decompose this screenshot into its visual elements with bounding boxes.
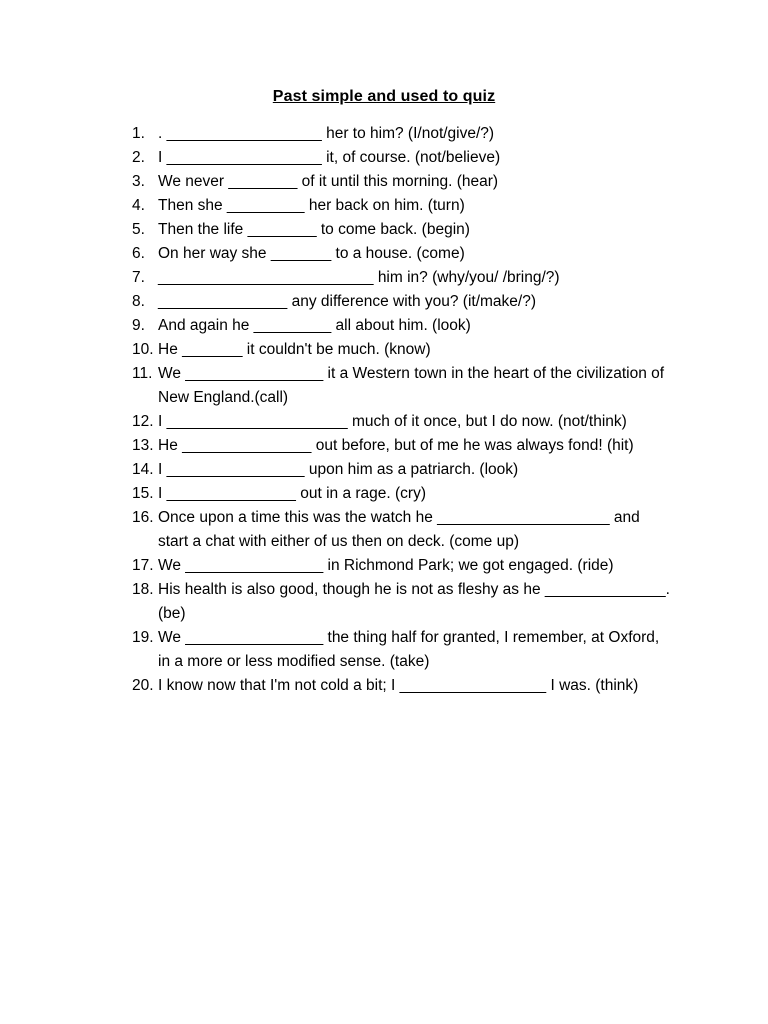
question-text: He _______________ out before, but of me he was always fond! (hit) xyxy=(158,437,634,454)
question-number: 8. xyxy=(132,293,145,310)
question-number: 17. xyxy=(132,557,154,574)
question-text: _________________________ him in? (why/you/ /bring/?) xyxy=(158,269,560,286)
question-number: 14. xyxy=(132,461,154,478)
question-number: 12. xyxy=(132,413,154,430)
question-text: We ________________ in Richmond Park; we got engaged. (ride) xyxy=(158,557,614,574)
question-number: 1. xyxy=(132,125,145,142)
question-text: I know now that I'm not cold a bit; I _________________ I was. (think) xyxy=(158,677,639,694)
question-number: 4. xyxy=(132,197,145,214)
question-number: 13. xyxy=(132,437,154,454)
question-text: And again he _________ all about him. (look) xyxy=(158,317,471,334)
question-item xyxy=(132,458,672,482)
question-item xyxy=(132,578,672,626)
question-item xyxy=(132,146,672,170)
question-item xyxy=(132,434,672,458)
question-number: 15. xyxy=(132,485,154,502)
question-text: Then she _________ her back on him. (turn) xyxy=(158,197,465,214)
page-title: Past simple and used to quiz xyxy=(272,88,496,105)
question-number: 7. xyxy=(132,269,145,286)
question-text: I ________________ upon him as a patriarch. (look) xyxy=(158,461,519,478)
question-item xyxy=(132,626,672,674)
question-item xyxy=(132,242,672,266)
question-item xyxy=(132,266,672,290)
question-text: We never ________ of it until this morning. (hear) xyxy=(158,173,499,190)
question-number: 16. xyxy=(132,509,154,526)
question-item xyxy=(132,338,672,362)
question-text: I _____________________ much of it once, but I do now. (not/think) xyxy=(158,413,627,430)
question-text: On her way she _______ to a house. (come) xyxy=(158,245,465,262)
question-number: 19. xyxy=(132,629,154,646)
question-number: 18. xyxy=(132,581,154,598)
question-item xyxy=(132,482,672,506)
question-item xyxy=(132,194,672,218)
question-number: 20. xyxy=(132,677,154,694)
question-text: Once upon a time this was the watch he ____________________ and start a chat with either of us then on deck. (come up) xyxy=(158,509,640,550)
question-text: _______________ any difference with you? (it/make/?) xyxy=(158,293,537,310)
question-item xyxy=(132,506,672,554)
question-item xyxy=(132,122,672,146)
question-text: His health is also good, though he is not as fleshy as he ______________. (be) xyxy=(158,581,670,622)
question-text: He _______ it couldn't be much. (know) xyxy=(158,341,431,358)
question-item xyxy=(132,170,672,194)
question-item xyxy=(132,290,672,314)
question-item xyxy=(132,314,672,338)
question-text: We ________________ it a Western town in the heart of the civilization of New England.(call) xyxy=(158,365,665,406)
question-text: I _______________ out in a rage. (cry) xyxy=(158,485,426,502)
question-number: 5. xyxy=(132,221,145,238)
question-number: 9. xyxy=(132,317,145,334)
question-number: 10. xyxy=(132,341,154,358)
question-item xyxy=(132,674,672,698)
question-text: I __________________ it, of course. (not/believe) xyxy=(158,149,501,166)
question-number: 3. xyxy=(132,173,145,190)
question-number: 11. xyxy=(132,365,153,382)
question-number: 6. xyxy=(132,245,145,262)
question-item xyxy=(132,410,672,434)
question-text: . __________________ her to him? (I/not/give/?) xyxy=(158,125,495,142)
question-item xyxy=(132,362,672,410)
question-number: 2. xyxy=(132,149,145,166)
question-list xyxy=(132,122,672,698)
question-item xyxy=(132,554,672,578)
question-text: We ________________ the thing half for granted, I remember, at Oxford, in a more or less modified sense. (take) xyxy=(158,629,660,670)
question-item xyxy=(132,218,672,242)
question-text: Then the life ________ to come back. (begin) xyxy=(158,221,470,238)
